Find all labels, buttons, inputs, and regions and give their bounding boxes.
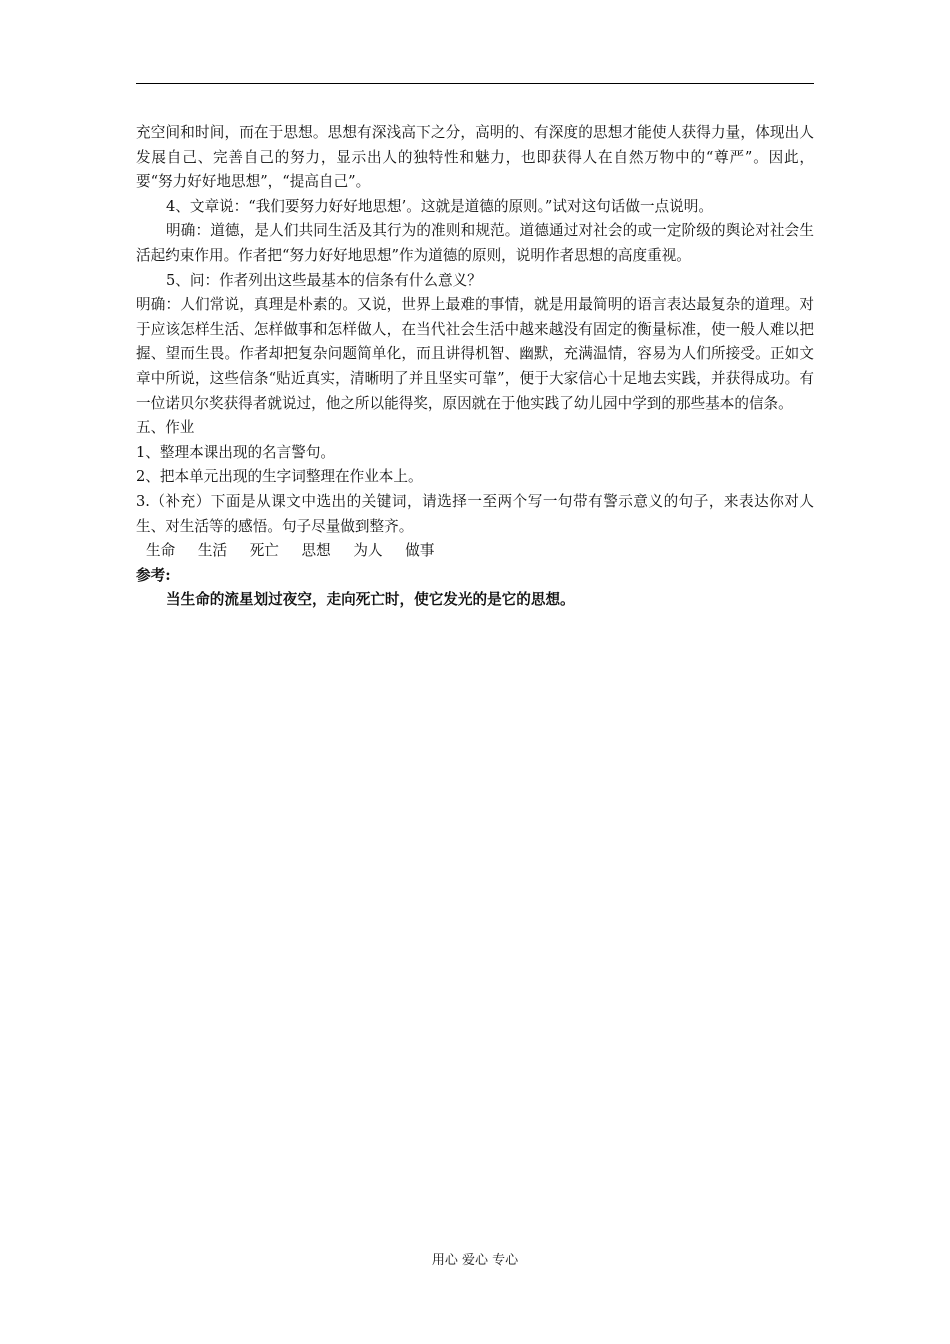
- document-body: [136, 121, 814, 613]
- homework-heading: 五、作业: [136, 419, 195, 437]
- keyword: 做事: [405, 542, 435, 560]
- header-rule: [136, 83, 814, 84]
- answer-4: 明确：道德，是人们共同生活及其行为的准则和规范。道德通过对社会的或一定阶级的舆论对社会生活起约束作用。作者把“努力好好地思想”作为道德的原则，说明作者思想的高度重视。: [136, 222, 814, 264]
- keyword: 死亡: [249, 542, 279, 560]
- question-4: 4、文章说：“我们要努力好好地思想’。这就是道德的原则。”试对这句话做一点说明。: [166, 197, 713, 215]
- homework-item-2: 2、把本单元出现的生字词整理在作业本上。: [136, 468, 423, 486]
- keyword: 生命: [146, 542, 176, 560]
- keyword-list: [136, 539, 814, 564]
- homework-item-1: 1、整理本课出现的名言警句。: [136, 443, 336, 461]
- question-5: 5、问：作者列出这些最基本的信条有什么意义？: [166, 271, 482, 289]
- keyword: 思想: [301, 542, 331, 560]
- homework-item-3: 3.（补充）下面是从课文中选出的关键词，请选择一至两个写一句带有警示意义的句子，来表达你对人生、对生活等的感悟。句子尽量做到整齐。: [136, 492, 814, 535]
- reference-sentence: 当生命的流星划过夜空，走向死亡时，使它发光的是它的思想。: [166, 591, 575, 609]
- answer-5: 明确：人们常说，真理是朴素的。又说，世界上最难的事情，就是用最简明的语言表达最复杂的道理。对于应该怎样生活、怎样做事和怎样做人，在当代社会生活中越来越没有固定的衡量标准，使一般人难以把握、望而生畏。作者却把复杂问题简单化，而且讲得机智、幽默，充满温情，容易为人们所接受。正如文章中所说，这些信条“贴近真实，清晰明了并且坚实可靠”，便于大家信心十足地去实践，并获得成功。有一位诺贝尔奖获得者就说过，他之所以能得奖，原因就在于他实践了幼儿园中学到的那些基本的信条。: [136, 296, 814, 412]
- paragraph-intro: 充空间和时间，而在于思想。思想有深浅高下之分，高明的、有深度的思想才能使人获得力量，体现出人发展自己、完善自己的努力，显示出人的独特性和魅力，也即获得人在自然万物中的“尊严”。因此，要“努力好好地思想”，“提高自己”。: [136, 124, 814, 191]
- keyword: 为人: [353, 542, 383, 560]
- reference-label: 参考:: [136, 566, 171, 584]
- page-footer: 用心 爱心 专心: [431, 1253, 519, 1268]
- keyword: 生活: [197, 542, 228, 560]
